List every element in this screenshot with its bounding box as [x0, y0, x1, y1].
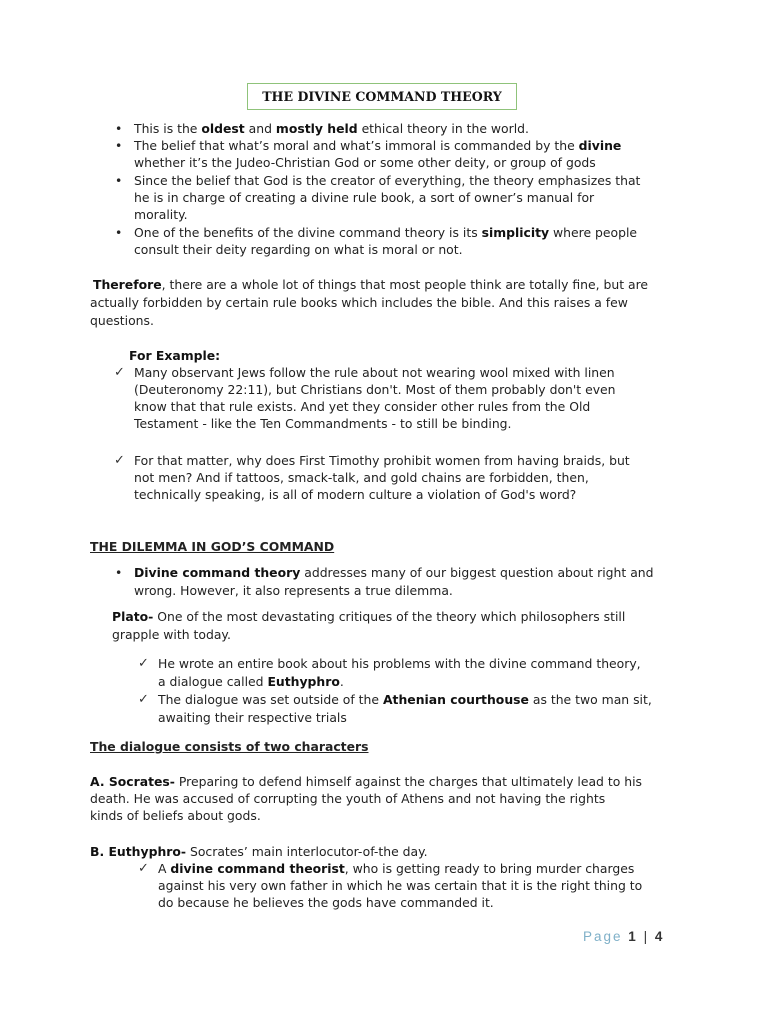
example-1-line-3: know that that rule exists. And yet they consider other rules from the Old	[134, 399, 591, 414]
intro-bullet-4-line-2: consult their deity regarding on what is moral or not.	[134, 242, 463, 257]
example-1-line-4: Testament - like the Ten Commandments - to still be binding.	[134, 416, 512, 431]
check-icon: ✓	[138, 692, 149, 707]
plato-check-2-line-1: The dialogue was set outside of the Athenian courthouse as the two man sit,	[158, 692, 652, 707]
plato-line-1: Plato- One of the most devastating critiques of the theory which philosophers still	[112, 609, 626, 624]
check-icon: ✓	[114, 365, 125, 380]
for-example-label: For Example:	[129, 348, 221, 363]
check-icon: ✓	[138, 656, 149, 671]
bullet-icon: •	[115, 173, 123, 188]
example-2-line-3: technically speaking, is all of modern culture a violation of God's word?	[134, 487, 577, 502]
intro-bullet-3-line-3: morality.	[134, 207, 188, 222]
document-title: THE DIVINE COMMAND THEORY	[247, 83, 517, 110]
example-2-line-1: For that matter, why does First Timothy prohibit women from having braids, but	[134, 453, 630, 468]
therefore-line-1: Therefore, there are a whole lot of things that most people think are totally fine, but are	[93, 277, 649, 292]
bullet-icon: •	[115, 225, 123, 240]
example-2-line-2: not men? And if tattoos, smack-talk, and gold chains are forbidden, then,	[134, 470, 589, 485]
socrates-line-1: A. Socrates- Preparing to defend himself against the charges that ultimately lead to his	[90, 774, 642, 789]
intro-bullet-2-line-2: whether it’s the Judeo-Christian God or some other deity, or group of gods	[134, 155, 596, 170]
euthyphro-line: B. Euthyphro- Socrates’ main interlocutor-of-the day.	[90, 844, 428, 859]
euthyphro-check-line-2: against his very own father in which he was certain that it is the right thing to	[158, 878, 643, 893]
plato-check-1-line-2: a dialogue called Euthyphro.	[158, 674, 344, 689]
plato-line-2: grapple with today.	[112, 627, 231, 642]
example-1-line-2: (Deuteronomy 22:11), but Christians don't. Most of them probably don't even	[134, 382, 616, 397]
plato-check-1-line-1: He wrote an entire book about his problems with the divine command theory,	[158, 656, 641, 671]
characters-heading: The dialogue consists of two characters	[90, 739, 369, 754]
dilemma-bullet-line-1: Divine command theory addresses many of our biggest question about right and	[134, 565, 654, 580]
page-number-footer	[583, 929, 664, 944]
intro-bullet-3-line-2: he is in charge of creating a divine rule book, a sort of owner’s manual for	[134, 190, 595, 205]
therefore-line-2: actually forbidden by certain rule books which includes the bible. And this raises a few	[90, 295, 628, 310]
intro-bullet-2-line-1: The belief that what’s moral and what’s immoral is commanded by the divine	[134, 138, 622, 153]
page-separator: |	[643, 929, 650, 944]
intro-bullet-3-line-1: Since the belief that God is the creator of everything, the theory emphasizes that	[134, 173, 641, 188]
therefore-line-3: questions.	[90, 313, 154, 328]
bullet-icon: •	[115, 121, 123, 136]
dilemma-heading: THE DILEMMA IN GOD’S COMMAND	[90, 539, 335, 554]
page-number: 1	[628, 929, 638, 944]
euthyphro-check-line-3: do because he believes the gods have commanded it.	[158, 895, 494, 910]
example-1-line-1: Many observant Jews follow the rule about not wearing wool mixed with linen	[134, 365, 615, 380]
intro-bullet-4-line-1: One of the benefits of the divine command theory is its simplicity where people	[134, 225, 638, 240]
check-icon: ✓	[138, 861, 149, 876]
page-word: Page	[583, 929, 623, 944]
check-icon: ✓	[114, 453, 125, 468]
bullet-icon: •	[115, 565, 123, 580]
socrates-line-3: kinds of beliefs about gods.	[90, 808, 261, 823]
bullet-icon: •	[115, 138, 123, 153]
dilemma-bullet-line-2: wrong. However, it also represents a true dilemma.	[134, 583, 453, 598]
intro-bullet-1: This is the oldest and mostly held ethical theory in the world.	[134, 121, 529, 136]
plato-check-2-line-2: awaiting their respective trials	[158, 710, 347, 725]
euthyphro-check-line-1: A divine command theorist, who is getting ready to bring murder charges	[158, 861, 635, 876]
socrates-line-2: death. He was accused of corrupting the youth of Athens and not having the rights	[90, 791, 606, 806]
page-total: 4	[654, 929, 665, 944]
